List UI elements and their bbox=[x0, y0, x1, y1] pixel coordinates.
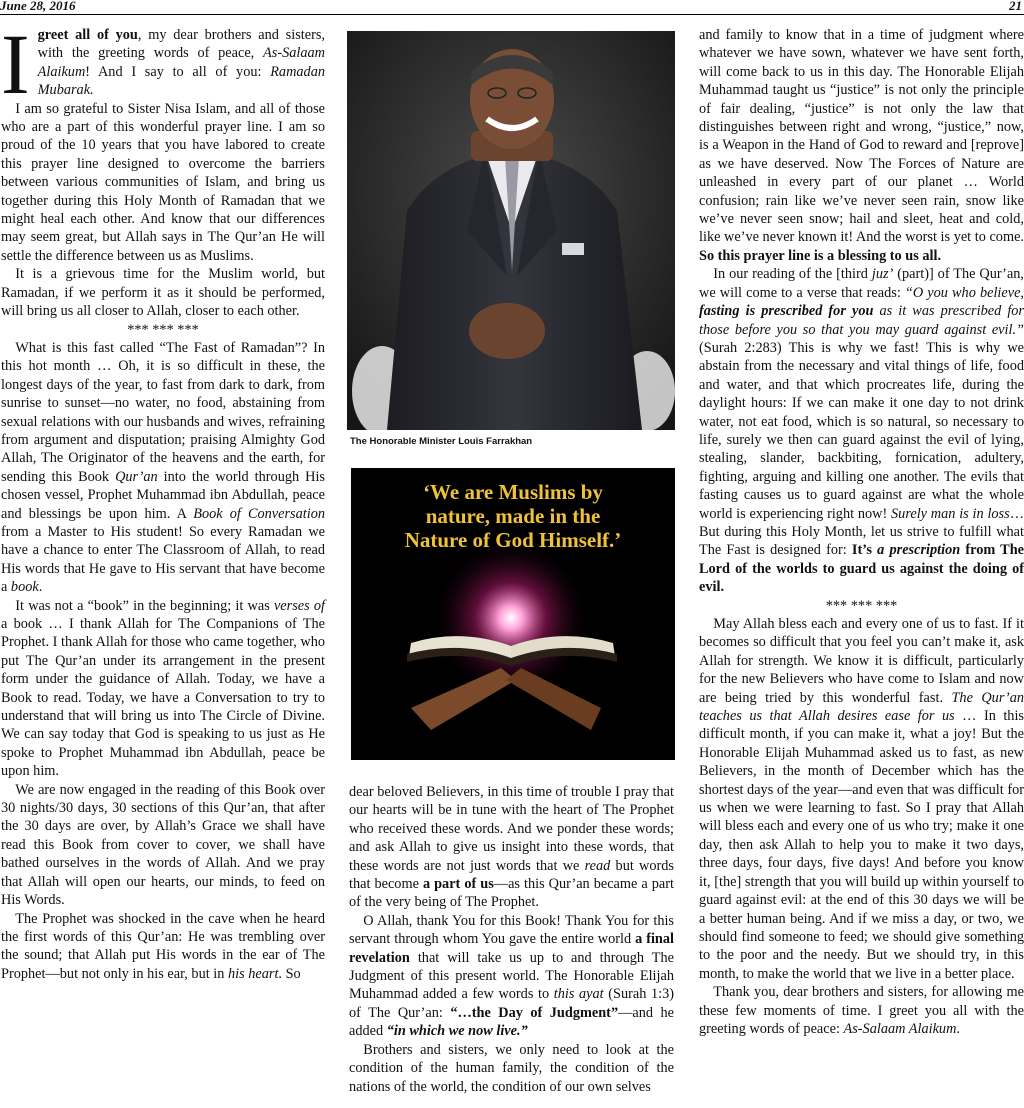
paragraph: In our reading of the [third juz’ (part)] of The Qur’an, we will come to a verse that reads: “O you who believe, fasting is prescribed for you as it was prescribed for those before you so that you may guard against evil.” (Surah 2:283) This is why we fast! This is why we abstain from the necessary and vital things of life, food and water, and that which procreates life, during the daylight hours: If we can make it one day to not drink water, not eat food, which is so natural, so necessary to life, surely we then can guard against the evil of lying, stealing, slander, backbiting, fornication, adultery, fighting, arguing and killing one another. The evils that fasting causes us to guard against are what the whole world is experiencing right now! Surely man is in loss… But during this Holy Month, let us strive to fulfill what The Fast is designed for: It’s a prescription from The Lord of the worlds to guard us against the doing of evil. bbox=[699, 266, 1024, 596]
article-column-2 bbox=[349, 783, 674, 1096]
issue-date: June 28, 2016 bbox=[0, 0, 76, 13]
article-column-3 bbox=[699, 26, 1024, 1038]
paragraph: The Prophet was shocked in the cave when he heard the first words of this Qur’an: He was trembling over the sound; that Allah put His words in the ear of The Prophet—but not only in his ear, but in his heart. So bbox=[1, 910, 325, 982]
page-number: 21 bbox=[1009, 0, 1022, 13]
drop-cap: I bbox=[1, 16, 30, 112]
paragraph: O Allah, thank You for this Book! Thank You for this servant through whom You gave the entire world a final revelation that will take us up to and through The Judgment of this present world. The Honorable Elijah Muhammad added a few words to this ayat (Surah 1:3) of The Qur’an: “…the Day of Judgment”—and he added “in which we now live.” bbox=[349, 912, 675, 1040]
paragraph: I am so grateful to Sister Nisa Islam, and all of those who are a part of this wonderful prayer line. I am so proud of the 10 years that you have labored to create this prayer line designed to overcome the barriers between various communities of Islam, and bring us together during this Holy Month of Ramadan that we might heal each other. And know that our differences may seem great, but Allah says in The Qur’an He will settle the difference between us as Muslims. bbox=[1, 100, 325, 264]
paragraph: It is a grievous time for the Muslim world, but Ramadan, if we perform it as it should be performed, will bring us all closer to Allah, closer to each other. bbox=[1, 266, 325, 320]
paragraph: It was not a “book” in the beginning; it was verses of a book … I thank Allah for The Companions of The Prophet. I thank Allah for those who came together, who put The Qur’an under its arrangement in the present form under the guidance of Allah. Today, we have a Book to read. Today, we have a Conversation to try to understand that will bring us into The Circle of Divine. We can say today that God is speaking to us just as He spoke to Prophet Muhammad ibn Abdullah, peace be upon him. bbox=[1, 597, 325, 780]
paragraph: What is this fast called “The Fast of Ramadan”? In this hot month … Oh, it is so difficult in these, the longest days of the year, to fast from dark to dark, from sunrise to sunset—no water, no food, abstaining from sexual relations with our husbands and wives, refraining from argument and disputation; praising Almighty God Allah, The Originator of the heavens and the earth, for sending this Book Qur’an into the world through His chosen vessel, Prophet Muhammad ibn Abdullah, peace and blessings be upon him. A Book of Conversation from a Master to His student! So every Ramadan we have a chance to enter The Classroom of Allah, to read His words that He gave to His servant that have become a book. bbox=[1, 339, 326, 596]
paragraph: dear beloved Believers, in this time of trouble I pray that our hearts will be in tune with the heart of The Prophet who received these words. And we ponder these words; and ask Allah to give us insight into these words, that these words are not just words that we read but words that become a part of us—as this Qur’an became a part of the very being of The Prophet. bbox=[349, 784, 674, 911]
article-column-1 bbox=[1, 16, 326, 983]
paragraph: We are now engaged in the reading of this Book over 30 nights/30 days, 30 sections of this Qur’an, that after the 30 days are over, by Allah’s Grace we shall have read this Book from cover to cover, we shall have bathed ourselves in the words of Allah. And we pray that Allah will open our hearts, our minds, to feed on His Words. bbox=[1, 781, 325, 909]
paragraph: and family to know that in a time of judgment where whatever we have sown, whatever we have sent forth, will come back to us in this day. The Honorable Elijah Muhammad taught us “justice” is not only the principle of fair dealing, “justice” is not only the law that distinguishes between right and wrong, “justice,” now, is a Weapon in the Hand of God to reward and [reprove] as we have deserved. Now The Forces of Nature are unleashed in every part of our planet … World confusion; rain like we’ve never seen rain, snow like we’ve never seen snow; hail and sleet, heat and cold, like we’ve never known it! And the worst is yet to come. So this prayer line is a blessing to us all. bbox=[699, 27, 1024, 264]
section-divider: *** *** *** bbox=[825, 597, 898, 614]
paragraph: Thank you, dear brothers and sisters, for allowing me these few moments of time. I greet you all with the greeting words of peace: As-Salaam Alaikum. bbox=[699, 984, 1024, 1037]
page-header bbox=[0, 0, 1024, 15]
farrakhan-photo bbox=[347, 31, 675, 430]
photo-caption: The Honorable Minister Louis Farrakhan bbox=[350, 436, 533, 447]
pull-quote: ‘We are Muslims by nature, made in the Nature of God Himself.’ bbox=[404, 480, 622, 552]
opening-paragraph: Igreet all of you, my dear brothers and sisters, with the greeting words of peace, As-Salaam Alaikum! And I say to all of you: Ramadan Mubarak. bbox=[1, 16, 325, 112]
paragraph: Brothers and sisters, we only need to look at the condition of the human family, the condition of the nations of the world, the condition of our own selves bbox=[349, 1041, 674, 1095]
paragraph: May Allah bless each and every one of us to fast. If it becomes so difficult that you feel you can’t make it, ask Allah for strength. We know it is difficult, particularly for the new Believers who have come to Islam and now are being tried by this wonderful fast. The Qur’an teaches us that Allah desires ease for us … In this difficult month, if you can make it, what a joy! But the Honorable Elijah Muhammad asked us to fast, as new Believers, in the month of December which has the shortest days of the year—and even that was difficult for us when we were learning to fast. So I pray that Allah will bless each and every one of us who try; make it one day, then ask Allah to help you to make it two days, three days, four days, five days! And before you know it, [the] strength that you will build up within yourself to guard against evil: at the end of this 30 days we will be a better human being. And if we miss a day, or two, we should find someone to feed; we should give something to the poor and the needy. But we should try, in this month, to make the world that we live in a better place. bbox=[699, 616, 1024, 982]
pull-quote-box bbox=[351, 468, 675, 760]
section-divider: *** *** *** bbox=[127, 321, 199, 338]
